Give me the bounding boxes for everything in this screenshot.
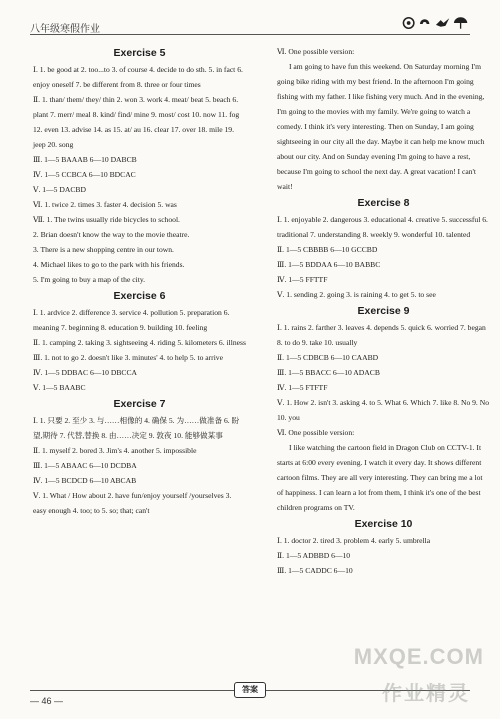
answer-line: Ⅰ. 1. be good at 2. too...to 3. of course 4. decide to do sth. 5. in fact 6. enjoy oneself 7. be different from 8. three or four times — [33, 65, 243, 89]
answer-line: Ⅲ. 1—5 CADDC 6—10 — [277, 566, 353, 575]
answer-line: Ⅲ. 1—5 BAAAB 6—10 DABCB — [33, 155, 137, 164]
answer-line: Ⅵ. One possible version: — [277, 47, 355, 56]
answer-line: Ⅳ. 1—5 FTFTF — [277, 383, 328, 392]
exercise-title: Exercise 5 — [113, 47, 166, 59]
answer-line: Ⅶ. 1. The twins usually ride bicycles to school. — [33, 215, 180, 224]
answer-line: Ⅴ. 1. sending 2. going 3. is raining 4. to get 5. to see — [277, 290, 436, 299]
answer-line: 3. There is a new shopping centre in our town. — [33, 245, 174, 254]
decorative-logo-icons — [402, 15, 468, 31]
answer-line: Ⅲ. 1—5 BDDAA 6—10 BABBC — [277, 260, 381, 269]
header-divider — [30, 34, 470, 35]
answer-line: Ⅰ. 1. enjoyable 2. dangerous 3. educational 4. creative 5. successful 6. traditional 7. understanding 8. weekly 9. wonderful 10. talented — [277, 215, 488, 239]
circle-face-icon — [402, 16, 415, 30]
exercise-title: Exercise 9 — [357, 305, 410, 317]
answer-line: Ⅳ. 1—5 CCBCA 6—10 BDCAC — [33, 170, 136, 179]
answer-line: I like watching the cartoon field in Dragon Club on CCTV-1. It starts at 6:00 every evening. I watch it every day. It shows different cartoon films. They are all very interesting. They can bring me a lot of happiness. I can learn a lot from them, I think it's one of the best children programs on TV. — [277, 443, 483, 512]
answer-line: Ⅳ. 1—5 FFTTF — [277, 275, 328, 284]
bird-icon — [435, 16, 450, 30]
answer-line: Ⅴ. 1. What / How about 2. have fun/enjoy yourself /yourselves 3. easy enough 4. too; to 5. so; that; can't — [33, 491, 232, 515]
answer-line: Ⅴ. 1—5 DACBD — [33, 185, 86, 194]
exercise-title: Exercise 6 — [113, 290, 166, 302]
right-column — [277, 44, 490, 578]
answer-line: 5. I'm going to buy a map of the city. — [33, 275, 146, 284]
answer-line: Ⅱ. 1—5 CDBCB 6—10 CAABD — [277, 353, 379, 362]
answer-line: Ⅰ. 1. 只要 2. 至少 3. 与……相像的 4. 确保 5. 为……做准备 6. 盼望,期待 7. 代替,替换 8. 由……决定 9. 敦夜 10. 能够做某事 — [33, 416, 240, 440]
answer-line: Ⅲ. 1—5 ABAAC 6—10 DCDBA — [33, 461, 137, 470]
answer-line: Ⅳ. 1—5 DDBAC 6—10 DBCCA — [33, 368, 137, 377]
answer-line: Ⅱ. 1—5 ADBBD 6—10 — [277, 551, 351, 560]
answer-line: Ⅲ. 1—5 BBACC 6—10 ADACB — [277, 368, 380, 377]
watermark-logo: MXQE.COM — [353, 644, 484, 669]
answer-line: Ⅰ. 1. rains 2. farther 3. leaves 4. depends 5. quick 6. worried 7. began 8. to do 9. take 10. usually — [277, 323, 486, 347]
watermark-text: 作业精灵 — [382, 683, 470, 705]
exercise-title: Exercise 10 — [354, 518, 413, 530]
exercise-title: Exercise 8 — [357, 197, 410, 209]
answer-line: Ⅴ. 1. How 2. isn't 3. asking 4. to 5. What 6. Which 7. like 8. No 9. No 10. you — [277, 398, 490, 422]
left-column — [33, 44, 246, 518]
answer-line: 2. Brian doesn't know the way to the movie theatre. — [33, 230, 190, 239]
page-number: — 46 — — [30, 696, 64, 706]
swirl-icon — [418, 16, 431, 30]
answer-line: Ⅱ. 1—5 CBBBB 6—10 GCCBD — [277, 245, 378, 254]
answer-line: Ⅰ. 1. ardvice 2. difference 3. service 4. pollution 5. preparation 6. meaning 7. beginning 8. education 9. building 10. feeling — [33, 308, 230, 332]
answer-line: I am going to have fun this weekend. On Saturday morning I'm going bike riding with my best friend. In the afternoon I'm going fishing with my father. I like fishing very much. And in the evening, I'm going to the movies with my family. We're going to watch a comedy. I think it's very interesting. Then on Sunday, I am going sightseeing in our city all the day. Maybe it can help me know much about our city. And on Sunday evening I'm going to have a rest, because I'm going to school the next day. A great vacation! I can't wait! — [277, 62, 485, 191]
answer-line: Ⅱ. 1. than/ them/ they/ thin 2. won 3. work 4. meat/ beat 5. beach 6. plant 7. merr/ meal 8. kind/ find/ mine 9. most/ cost 10. now 11. fog 12. even 13. advise 14. as 15. at/ au 16. clear 17. over 18. mile 19. jeep 20. song — [33, 95, 240, 149]
answer-line: Ⅵ. 1. twice 2. times 3. faster 4. decision 5. was — [33, 200, 177, 209]
answer-line: 4. Michael likes to go to the park with his friends. — [33, 260, 185, 269]
answer-line: Ⅳ. 1—5 BCDCD 6—10 ABCAB — [33, 476, 137, 485]
answer-badge: 答案 — [234, 682, 266, 698]
answer-line: Ⅰ. 1. doctor 2. tired 3. problem 4. early 5. umbrella — [277, 536, 431, 545]
answer-line: Ⅲ. 1. not to go 2. doesn't like 3. minutes' 4. to help 5. to arrive — [33, 353, 223, 362]
page-header — [0, 0, 500, 40]
exercise-title: Exercise 7 — [113, 398, 166, 410]
book-title: 八年级寒假作业 — [30, 24, 100, 35]
umbrella-icon — [453, 16, 468, 30]
answer-line: Ⅵ. One possible version: — [277, 428, 355, 437]
answer-line: Ⅴ. 1—5 BAABC — [33, 383, 86, 392]
answer-line: Ⅱ. 1. camping 2. taking 3. sightseeing 4. riding 5. kilometers 6. illness — [33, 338, 246, 347]
answer-line: Ⅱ. 1. myself 2. bored 3. Jim's 4. another 5. impossible — [33, 446, 197, 455]
